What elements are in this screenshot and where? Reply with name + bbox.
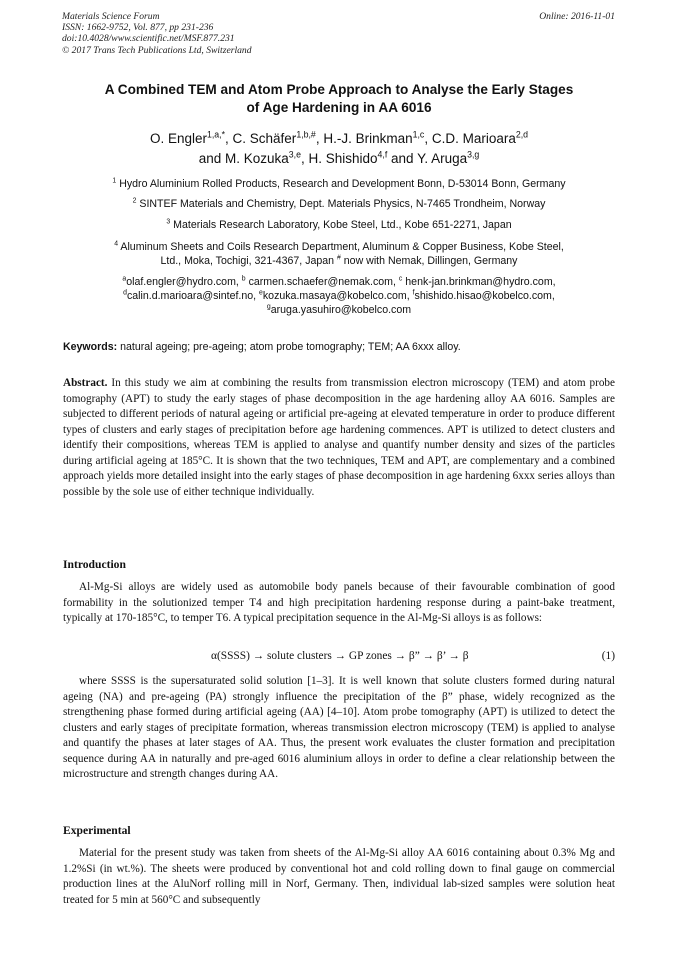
author-name: Y. Aruga — [417, 151, 468, 166]
author-and: and — [391, 151, 418, 166]
author-separator: , — [225, 131, 233, 146]
author-name: O. Engler — [149, 131, 207, 146]
email-sup: a — [122, 275, 127, 283]
affiliation-4-line-1 — [40, 240, 638, 254]
copyright-line: © 2017 Trans Tech Publications Ltd, Switzerland — [62, 44, 252, 56]
affiliation-sup: # — [337, 254, 341, 262]
email-sup: c — [398, 275, 403, 283]
email-sup: b — [241, 275, 246, 283]
email-list — [40, 275, 638, 318]
email-sup: g — [266, 303, 271, 311]
author-name: C.D. Marioara — [431, 131, 516, 146]
email-sup: e — [259, 289, 263, 297]
affiliation-text: Aluminum Sheets and Coils Research Department, Aluminum & Copper Business, Kobe Steel, — [120, 241, 564, 253]
email-address[interactable]: carmen.schaefer@nemak.com — [248, 276, 393, 288]
affiliation-1 — [40, 177, 638, 191]
author-sup: 2,d — [515, 129, 529, 140]
author-list — [40, 129, 638, 169]
email-address[interactable]: olaf.engler@hydro.com — [126, 276, 236, 288]
email-line-3 — [40, 303, 638, 317]
equation-expression: α(SSSS) → solute clusters → GP zones → β” → β’ → β — [211, 650, 469, 662]
email-address[interactable]: shishido.hisao@kobelco.com — [414, 290, 552, 303]
author-sup: 1,a,* — [206, 129, 226, 140]
author-and: and — [198, 151, 225, 166]
email-address[interactable]: henk-jan.brinkman@hydro.com — [405, 276, 553, 288]
affiliation-4-line-2 — [40, 254, 638, 268]
author-separator: , — [300, 151, 309, 166]
experimental-paragraph-1: Material for the present study was taken from sheets of the Al-Mg-Si alloy AA 6016 containing about 0.3% Mg and 1.2%Si (in wt.%). The sheets were produced by conventional hot and cold rolling down to final gauge on commercial production lines at the AluNorf rolling mill in Norf, Germany. Then, individual lab-sized samples were solution heat treated for 5 min at 560°C and subsequently — [63, 847, 615, 906]
affiliation-text: Materials Research Laboratory, Kobe Steel, Ltd., Kobe 651-2271, Japan — [173, 219, 512, 231]
introduction-paragraph-1: Al-Mg-Si alloys are widely used as automobile body panels because of their favourable combination of good formability in the solutionized temper T4 and high precipitation hardening response during a paint-bake treatment, typically at 170-185°C, to temper T6. A typical precipitation sequence in the Al-Mg-Si alloys is as follows: — [63, 581, 615, 624]
author-line-2 — [40, 149, 638, 169]
doi-line: doi:10.4028/www.scientific.net/MSF.877.231 — [62, 33, 235, 45]
paper-title — [40, 81, 638, 116]
author-name: M. Kozuka — [224, 151, 289, 166]
author-sup: 1,b,# — [296, 129, 316, 140]
author-sup: 1,c — [412, 129, 425, 140]
email-sup: f — [412, 289, 415, 297]
author-line-1 — [40, 129, 638, 149]
keywords-text: natural ageing; pre-ageing; atom probe tomography; TEM; AA 6xxx alloy. — [120, 341, 461, 353]
email-line-2: $^d$calin.d.marioara@sintef.no, $^e$kozuka.masaya@kobelco.com, $^f$shishido.hisao@kobelco.com, — [123, 289, 555, 303]
equation-number: (1) — [601, 650, 615, 662]
affiliation-sup: 3 — [166, 218, 171, 226]
author-sup: 4,f — [377, 149, 388, 160]
email-address[interactable]: calin.d.marioara@sintef.no — [126, 290, 254, 303]
journal-header — [62, 11, 252, 56]
author-sup: 3,e — [288, 149, 301, 160]
online-date: Online: 2016-11-01 — [539, 11, 615, 22]
author-separator: , — [315, 131, 324, 146]
affiliation-text: Ltd., Moka, Tochigi, 321-4367, Japan — [160, 255, 335, 267]
email-sup: d — [123, 289, 127, 297]
affiliation-4 — [40, 240, 638, 268]
author-separator: , — [424, 131, 432, 146]
author-name: H.-J. Brinkman — [323, 131, 413, 146]
experimental-heading: Experimental — [63, 824, 131, 837]
introduction-heading: Introduction — [63, 558, 126, 571]
keywords-line — [63, 341, 461, 353]
author-name: C. Schäfer — [232, 131, 297, 146]
affiliation-sup: 1 — [112, 177, 117, 185]
author-sup: 3,g — [467, 149, 480, 160]
author-name: H. Shishido — [308, 151, 378, 166]
email-line-1: $^a$olaf.engler@hydro.com, $^b$ carmen.schaefer@nemak.com, $^c$ henk-jan.brinkman@hydro.com, — [122, 275, 556, 288]
keywords-label: Keywords: — [63, 341, 118, 353]
abstract-label: Abstract. — [63, 377, 108, 389]
introduction-paragraph-2: where SSSS is the supersaturated solid solution [1–3]. It is well known that solute clusters formed during natural ageing (NA) and pre-ageing (PA) strongly influence the precipitation of the β” phase, widely recognized as the strengthening phase formed during artificial ageing (AA) [4–10]. Atom probe tomography (APT) is utilized to detect the clusters and early stages of precipitate formation, whereas transmission electron microscopy (TEM) is applied to analyse and quantify the phases at later stages of AA. Thus, the present work evaluates the cluster formation and precipitation sequence during AA in naturally and pre-aged 6016 aluminium alloys in order to define a clear relationship between the microstructure and strength changes during AA. — [63, 675, 615, 780]
abstract-paragraph — [63, 376, 615, 500]
email-address[interactable]: kozuka.masaya@kobelco.com — [262, 290, 407, 303]
affiliation-text: now with Nemak, Dillingen, Germany — [340, 255, 518, 267]
affiliation-text: Hydro Aluminium Rolled Products, Research and Development Bonn, D-53014 Bonn, Germany — [119, 178, 566, 190]
abstract-text: In this study we aim at combining the results from transmission electron microscopy (TEM) and atom probe tomography (APT) to study the early stages of phase decomposition in the age hardening alloy AA 6016. Samples are subjected to different periods of natural ageing or artificial pre-ageing at elevated temperature in order to produce different types of clusters and early stages of precipitation before age hardening commences. APT is utilized to detect clusters and identify their compositions, whereas TEM is applied to analyse and quantify number density and sizes of the particles during artificial ageing at 185°C. It is shown that the two techniques, TEM and APT, are complementary and a combined approach yields more detailed insight into the early stages of phase decomposition in age hardening 6xxx series alloys than possible by the sole use of either technique individually. — [63, 377, 615, 498]
affiliation-sup: 4 — [114, 240, 119, 248]
affiliation-text: SINTEF Materials and Chemistry, Dept. Materials Physics, N-7465 Trondheim, Norway — [139, 198, 546, 210]
affiliation-sup: 2 — [132, 197, 137, 205]
title-line-1: A Combined TEM and Atom Probe Approach to Analyse the Early Stages — [104, 82, 574, 97]
affiliation-3 — [40, 218, 638, 232]
title-line-2: of Age Hardening in AA 6016 — [246, 99, 432, 115]
journal-name: Materials Science Forum — [62, 11, 160, 22]
email-address[interactable]: aruga.yasuhiro@kobelco.com — [270, 304, 412, 317]
affiliation-2 — [40, 197, 638, 211]
issn-line: ISSN: 1662-9752, Vol. 877, pp 231-236 — [62, 22, 214, 34]
